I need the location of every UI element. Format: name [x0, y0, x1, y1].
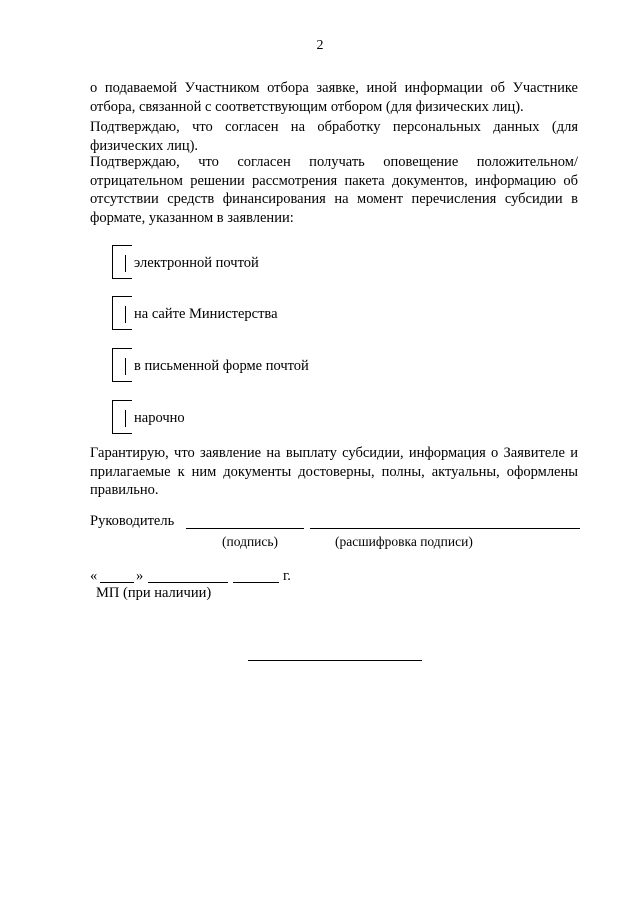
bottom-divider	[248, 660, 422, 661]
paragraph-personal-data-consent: Подтверждаю, что согласен на обработку персональных данных (для физических лиц).	[90, 119, 578, 154]
signature-decoding-caption: (расшифровка подписи)	[335, 534, 473, 549]
page-number: 2	[316, 38, 324, 53]
checkbox-mark	[125, 255, 126, 272]
date-close-quote: »	[136, 568, 144, 584]
checkbox-mark	[125, 358, 126, 375]
paragraph-guarantee: Гарантирую, что заявление на выплату субсидии, информация о Заявителе и прилагаемые к ним документы достоверны, полны, актуальны, оформлены правильно.	[90, 445, 578, 498]
date-year-suffix: г.	[283, 568, 291, 584]
option-email-label: электронной почтой	[134, 255, 259, 271]
checkbox-email[interactable]	[112, 245, 132, 279]
paragraph-notification-consent: Подтверждаю, что согласен получать оповещение положительном/отрицательном решении рассмотрения пакета документов, информацию об отсутствии средств финансирования на момент перечисления субсидии в формате, указанном в заявлении:	[90, 154, 578, 226]
option-courier-label: нарочно	[134, 410, 185, 426]
stamp-label: МП (при наличии)	[96, 585, 212, 601]
date-year-line[interactable]	[233, 582, 279, 583]
date-day-line[interactable]	[100, 582, 134, 583]
signature-title: Руководитель	[90, 513, 175, 529]
paragraph-consent-info: о подаваемой Участником отбора заявке, иной информации об Участнике отбора, связанной с соответствующим отбором (для физических лиц).	[90, 80, 578, 115]
checkbox-post[interactable]	[112, 348, 132, 382]
option-ministry-site[interactable]	[112, 296, 412, 336]
checkbox-mark	[125, 306, 126, 323]
signature-decoding-line[interactable]	[310, 528, 580, 529]
option-post[interactable]	[112, 348, 412, 388]
signature-line[interactable]	[186, 528, 304, 529]
option-courier[interactable]	[112, 400, 412, 440]
date-month-line[interactable]	[148, 582, 228, 583]
option-email[interactable]	[112, 245, 412, 285]
signature-caption: (подпись)	[222, 534, 279, 549]
date-open-quote: «	[90, 568, 98, 584]
checkbox-mark	[125, 410, 126, 427]
option-ministry-site-label: на сайте Министерства	[134, 306, 278, 322]
checkbox-courier[interactable]	[112, 400, 132, 434]
option-post-label: в письменной форме почтой	[134, 358, 309, 374]
signature-row	[90, 513, 580, 533]
checkbox-ministry-site[interactable]	[112, 296, 132, 330]
